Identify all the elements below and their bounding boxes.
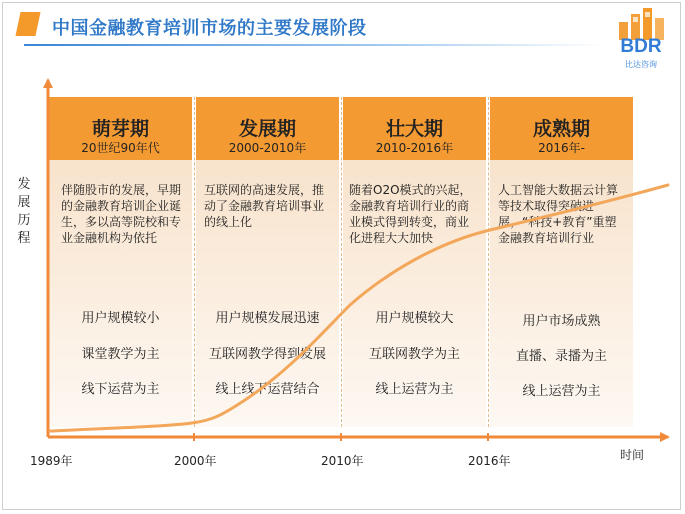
phase-period: 20世纪90年代 bbox=[81, 141, 160, 155]
phase-name: 萌芽期 bbox=[91, 118, 149, 140]
phase-period: 2016年- bbox=[538, 141, 585, 155]
x-tick-label: 2016年 bbox=[468, 454, 511, 468]
phase-description: 互联网的高速发展，推动了金融教育培训事业的线上化 bbox=[204, 183, 325, 229]
logo-text: BDR bbox=[620, 36, 662, 57]
phase-period: 2010-2016年 bbox=[375, 141, 454, 155]
x-tick-label: 2010年 bbox=[321, 454, 364, 468]
logo-subtitle: 比达咨询 bbox=[625, 60, 657, 69]
phase-feature: 直播、录播为主 bbox=[515, 349, 607, 364]
phase-feature: 互联网教学得到发展 bbox=[208, 347, 326, 362]
phase-feature: 线上运营为主 bbox=[522, 384, 601, 399]
phase-feature: 用户规模较小 bbox=[81, 311, 160, 326]
phase-period: 2000-2010年 bbox=[228, 141, 307, 155]
phase-feature: 互联网教学为主 bbox=[368, 347, 460, 362]
x-axis-label: 时间 bbox=[620, 448, 645, 462]
phase-feature: 用户规模较大 bbox=[375, 311, 454, 326]
phase-feature: 课堂教学为主 bbox=[81, 347, 160, 362]
phase-feature: 线上运营为主 bbox=[375, 382, 454, 397]
page-title: 中国金融教育培训市场的主要发展阶段 bbox=[52, 18, 367, 39]
phase-feature: 线下运营为主 bbox=[81, 382, 160, 397]
phase-feature: 用户市场成熟 bbox=[522, 314, 601, 329]
phase-description: 人工智能大数据云计算等技术取得突破进展，“科技+教育”重塑金融教育培训行业 bbox=[498, 183, 619, 245]
phase-feature: 线上线下运营结合 bbox=[215, 382, 320, 397]
x-tick-label: 2000年 bbox=[174, 454, 217, 468]
growth-curve bbox=[50, 185, 668, 431]
phase-name: 发展期 bbox=[238, 118, 296, 140]
phase-description: 随着O2O模式的兴起，金融教育培训行业的商业模式得到转变，商业化进程大大加快 bbox=[349, 183, 472, 245]
phase-name: 壮大期 bbox=[385, 118, 443, 140]
y-axis-label: 发展历程 bbox=[17, 177, 31, 246]
phase-feature: 用户规模发展迅速 bbox=[215, 311, 320, 326]
x-tick-label: 1989年 bbox=[30, 454, 73, 468]
phase-name: 成熟期 bbox=[532, 118, 590, 140]
phase-description: 伴随股市的发展，早期的金融教育培训企业诞生，多以高等院校和专业金融机构为依托 bbox=[61, 183, 182, 245]
